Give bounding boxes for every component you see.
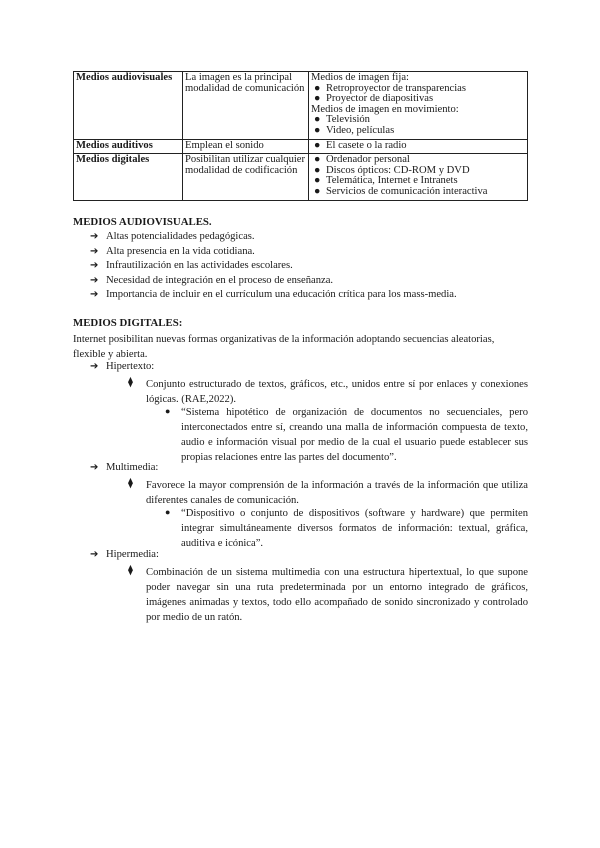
list-item: ➔ Altas potencialidades pedagógicas. — [90, 231, 255, 242]
arrow-right-icon: ➔ — [90, 231, 99, 242]
audiovisuales-heading: MEDIOS AUDIOVISUALES. — [73, 216, 212, 228]
arrow-right-icon: ➔ — [90, 245, 99, 257]
list-item: ➔ Infrautilización en las actividades escolares. — [90, 260, 293, 272]
detail-text: Medios de imagen fija: — [311, 72, 409, 83]
row-details — [309, 154, 528, 200]
multimedia-definition: ⧫ Favorece la mayor comprensión de la información a través de la información que utiliza diferentes canales de comunicación. — [128, 478, 528, 506]
bullet-dot-icon: ● — [314, 139, 321, 151]
hipertexto-definition: ⧫ Conjunto estructurado de textos, gráficos, etc., unidos entre sí por enlaces y conexiones lógicas. (RAE,2022). — [128, 377, 528, 405]
detail-bullet: ● Servicios de comunicación interactiva — [314, 185, 488, 197]
arrow-right-icon: ➔ — [90, 289, 99, 301]
detail-bullet: ● El casete o la radio — [314, 139, 407, 151]
hipertexto-item: ➔ Hipertexto: — [90, 361, 155, 372]
bullet-dot-icon: ● — [314, 124, 321, 136]
arrow-right-icon: ➔ — [90, 549, 99, 560]
bullet-dot-icon: ● — [314, 154, 321, 166]
list-item: ➔ Alta presencia en la vida cotidiana. — [90, 245, 255, 257]
arrow-right-icon: ➔ — [90, 274, 99, 286]
media-table — [73, 71, 528, 201]
row-category: Medios audiovisuales — [74, 72, 183, 140]
bullet-dot-icon: ● — [314, 175, 321, 187]
detail-bullet: ● Discos ópticos: CD-ROM y DVD — [314, 164, 470, 176]
audiovisuales-list — [90, 232, 457, 305]
detail-bullet: ● Video, películas — [314, 124, 395, 136]
bullet-dot-icon: ● — [165, 406, 171, 416]
table-row — [74, 72, 528, 140]
row-description: La imagen es la principal modalidad de comunicación — [183, 72, 309, 140]
detail-bullet: ● Proyector de diapositivas — [314, 93, 434, 105]
row-details — [309, 139, 528, 154]
arrow-right-icon: ➔ — [90, 462, 99, 473]
diamond-bullet-icon: ⧫ — [128, 478, 133, 489]
arrow-right-icon: ➔ — [90, 260, 99, 272]
hipertexto-quote: ● “Sistema hipotético de organización de documentos no secuenciales, pero interconectados entre sí, creando una malla de información compuesta de texto, audio e información visual por medio de la cual el usuario puede establecer sus propias relaciones entre las partes del documento”. — [165, 406, 528, 463]
bullet-dot-icon: ● — [314, 82, 321, 94]
digitales-intro: Internet posibilitan nuevas formas organizativas de la información adoptando secuencias aleatorias, flexible y abierta. — [73, 334, 495, 360]
bullet-dot-icon: ● — [314, 114, 321, 126]
table-row — [74, 154, 528, 200]
diamond-bullet-icon: ⧫ — [128, 377, 133, 388]
list-item: ➔ Necesidad de integración en el proceso de enseñanza. — [90, 274, 334, 286]
bullet-dot-icon: ● — [314, 93, 321, 105]
list-item: ➔ Importancia de incluir en el currículum una educación crítica para los mass-media. — [90, 289, 457, 301]
detail-bullet: ● Ordenador personal — [314, 154, 410, 166]
row-description: Emplean el sonido — [183, 139, 309, 154]
row-description: Posibilitan utilizar cualquier modalidad de codificación — [183, 154, 309, 200]
diamond-bullet-icon: ⧫ — [128, 565, 133, 576]
digitales-heading: MEDIOS DIGITALES: — [73, 317, 183, 329]
hipermedia-item: ➔ Hipermedia: — [90, 549, 159, 560]
detail-bullet: ● Televisión — [314, 114, 370, 126]
row-category: Medios auditivos — [74, 139, 183, 154]
table-row — [74, 139, 528, 154]
multimedia-item: ➔ Multimedia: — [90, 462, 159, 473]
detail-bullet: ● Telemática, Internet e Intranets — [314, 175, 458, 187]
bullet-dot-icon: ● — [314, 164, 321, 176]
row-details — [309, 72, 528, 140]
hipermedia-definition: ⧫ Combinación de un sistema multimedia con una estructura hipertextual, lo que supone poder navegar sin una ruta predeterminada por un entorno integrado de gráficos, imágenes animadas y textos, todo ello acompañado de sonido sincronizado y controlado por medio de un ratón. — [128, 565, 528, 623]
bullet-dot-icon: ● — [165, 507, 171, 517]
bullet-dot-icon: ● — [314, 185, 321, 197]
row-category: Medios digitales — [74, 154, 183, 200]
detail-text: Medios de imagen en movimiento: — [311, 103, 459, 115]
multimedia-quote: ● “Dispositivo o conjunto de dispositivos (software y hardware) que permiten integrar simultáneamente diversos formatos de información: textual, gráfica, auditiva e icónica”. — [165, 507, 528, 549]
detail-bullet: ● Retroproyector de transparencias — [314, 82, 467, 94]
arrow-right-icon: ➔ — [90, 361, 99, 372]
